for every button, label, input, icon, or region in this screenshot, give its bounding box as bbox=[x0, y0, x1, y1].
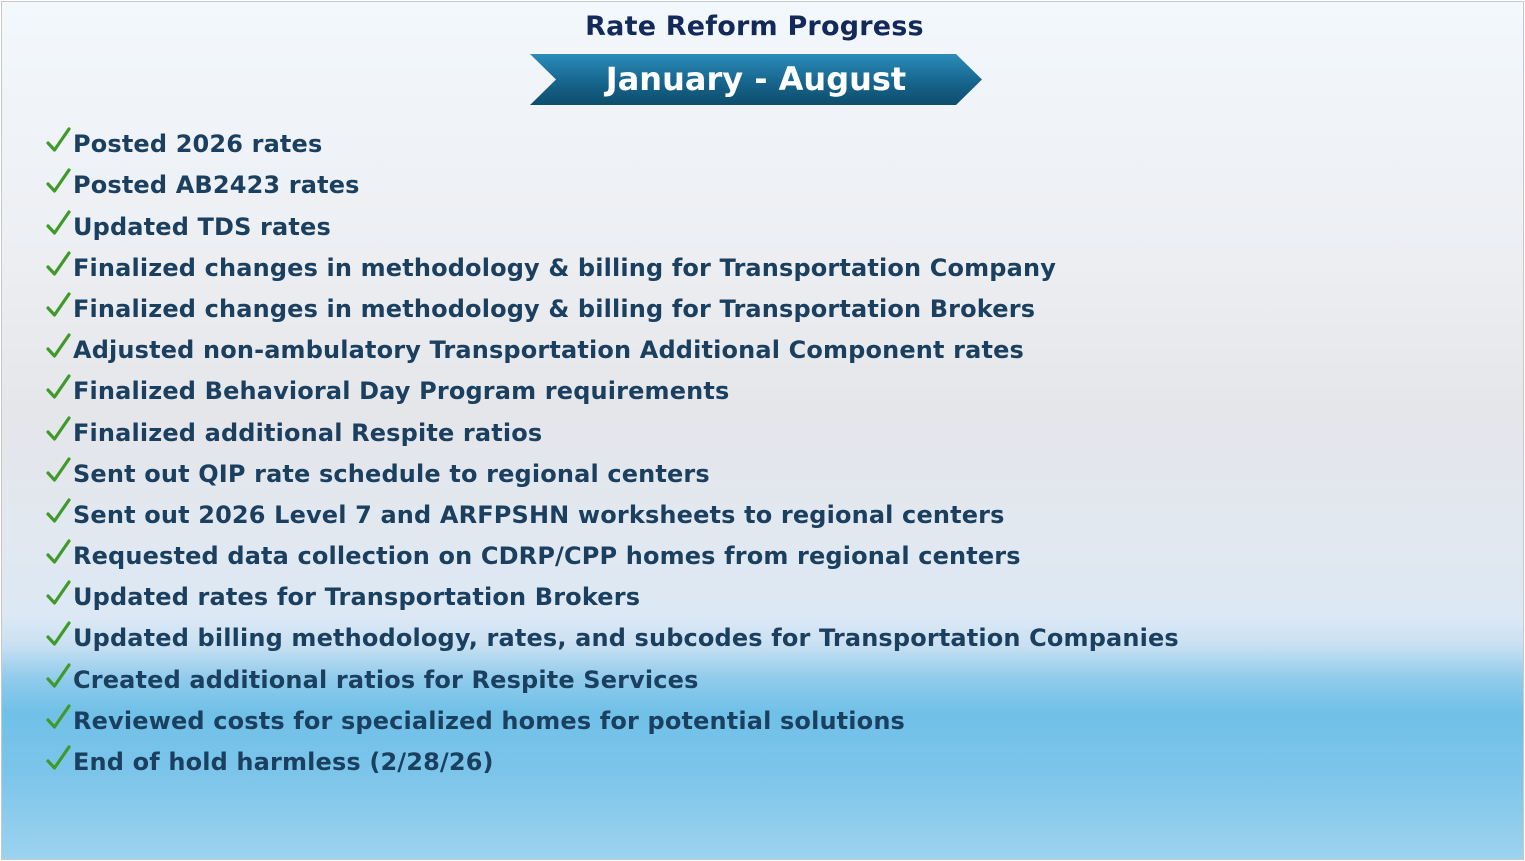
list-item-text: Sent out 2026 Level 7 and ARFPSHN worksheets to regional centers bbox=[73, 500, 1005, 529]
check-icon bbox=[46, 537, 72, 567]
list-item bbox=[46, 330, 1179, 371]
list-item-text: End of hold harmless (2/28/26) bbox=[73, 748, 494, 776]
list-item bbox=[46, 289, 1179, 330]
banner-label: January - August bbox=[605, 60, 907, 98]
list-item bbox=[46, 536, 1179, 577]
list-item-text: Updated rates for Transportation Brokers bbox=[73, 583, 641, 612]
list-item bbox=[46, 701, 1179, 742]
list-item-text: Sent out QIP rate schedule to regional centers bbox=[73, 459, 710, 488]
list-item bbox=[46, 577, 1179, 618]
check-icon bbox=[46, 702, 72, 732]
list-item bbox=[46, 412, 1179, 453]
slide-title: Rate Reform Progress bbox=[585, 11, 924, 42]
list-item bbox=[46, 248, 1179, 289]
list-item-text: Posted 2026 rates bbox=[73, 130, 323, 159]
check-icon bbox=[46, 578, 72, 608]
date-range-banner bbox=[530, 54, 982, 105]
list-item bbox=[46, 124, 1179, 165]
list-item-text: Requested data collection on CDRP/CPP homes from regional centers bbox=[73, 542, 1021, 571]
check-icon bbox=[46, 125, 72, 155]
list-item-text: Updated TDS rates bbox=[73, 212, 331, 241]
list-item bbox=[46, 495, 1179, 536]
list-item-text: Finalized changes in methodology & billing for Transportation Brokers bbox=[73, 294, 1036, 323]
list-item-text: Created additional ratios for Respite Services bbox=[73, 665, 699, 694]
check-icon bbox=[46, 743, 72, 773]
list-item-text: Finalized additional Respite ratios bbox=[73, 418, 543, 447]
check-icon bbox=[46, 661, 72, 691]
list-item bbox=[46, 371, 1179, 412]
list-item-text: Finalized Behavioral Day Program requirements bbox=[73, 377, 730, 406]
list-item-text: Reviewed costs for specialized homes for potential solutions bbox=[73, 706, 905, 735]
list-item-text: Posted AB2423 rates bbox=[73, 171, 360, 200]
list-item-text: Adjusted non-ambulatory Transportation Additional Component rates bbox=[73, 336, 1024, 365]
check-icon bbox=[46, 166, 72, 196]
check-icon bbox=[46, 496, 72, 526]
check-icon bbox=[46, 208, 72, 238]
check-icon bbox=[46, 372, 72, 402]
slide bbox=[1, 1, 1524, 860]
check-icon bbox=[46, 619, 72, 649]
list-item bbox=[46, 165, 1179, 206]
list-item bbox=[46, 742, 1179, 783]
check-icon bbox=[46, 331, 72, 361]
list-item-text: Updated billing methodology, rates, and subcodes for Transportation Companies bbox=[73, 624, 1179, 653]
list-item bbox=[46, 206, 1179, 247]
check-icon bbox=[46, 290, 72, 320]
progress-list bbox=[46, 124, 1179, 783]
list-item bbox=[46, 618, 1179, 659]
check-icon bbox=[46, 249, 72, 279]
check-icon bbox=[46, 414, 72, 444]
list-item-text: Finalized changes in methodology & billing for Transportation Company bbox=[73, 253, 1057, 282]
list-item bbox=[46, 659, 1179, 700]
list-item bbox=[46, 454, 1179, 495]
check-icon bbox=[46, 455, 72, 485]
